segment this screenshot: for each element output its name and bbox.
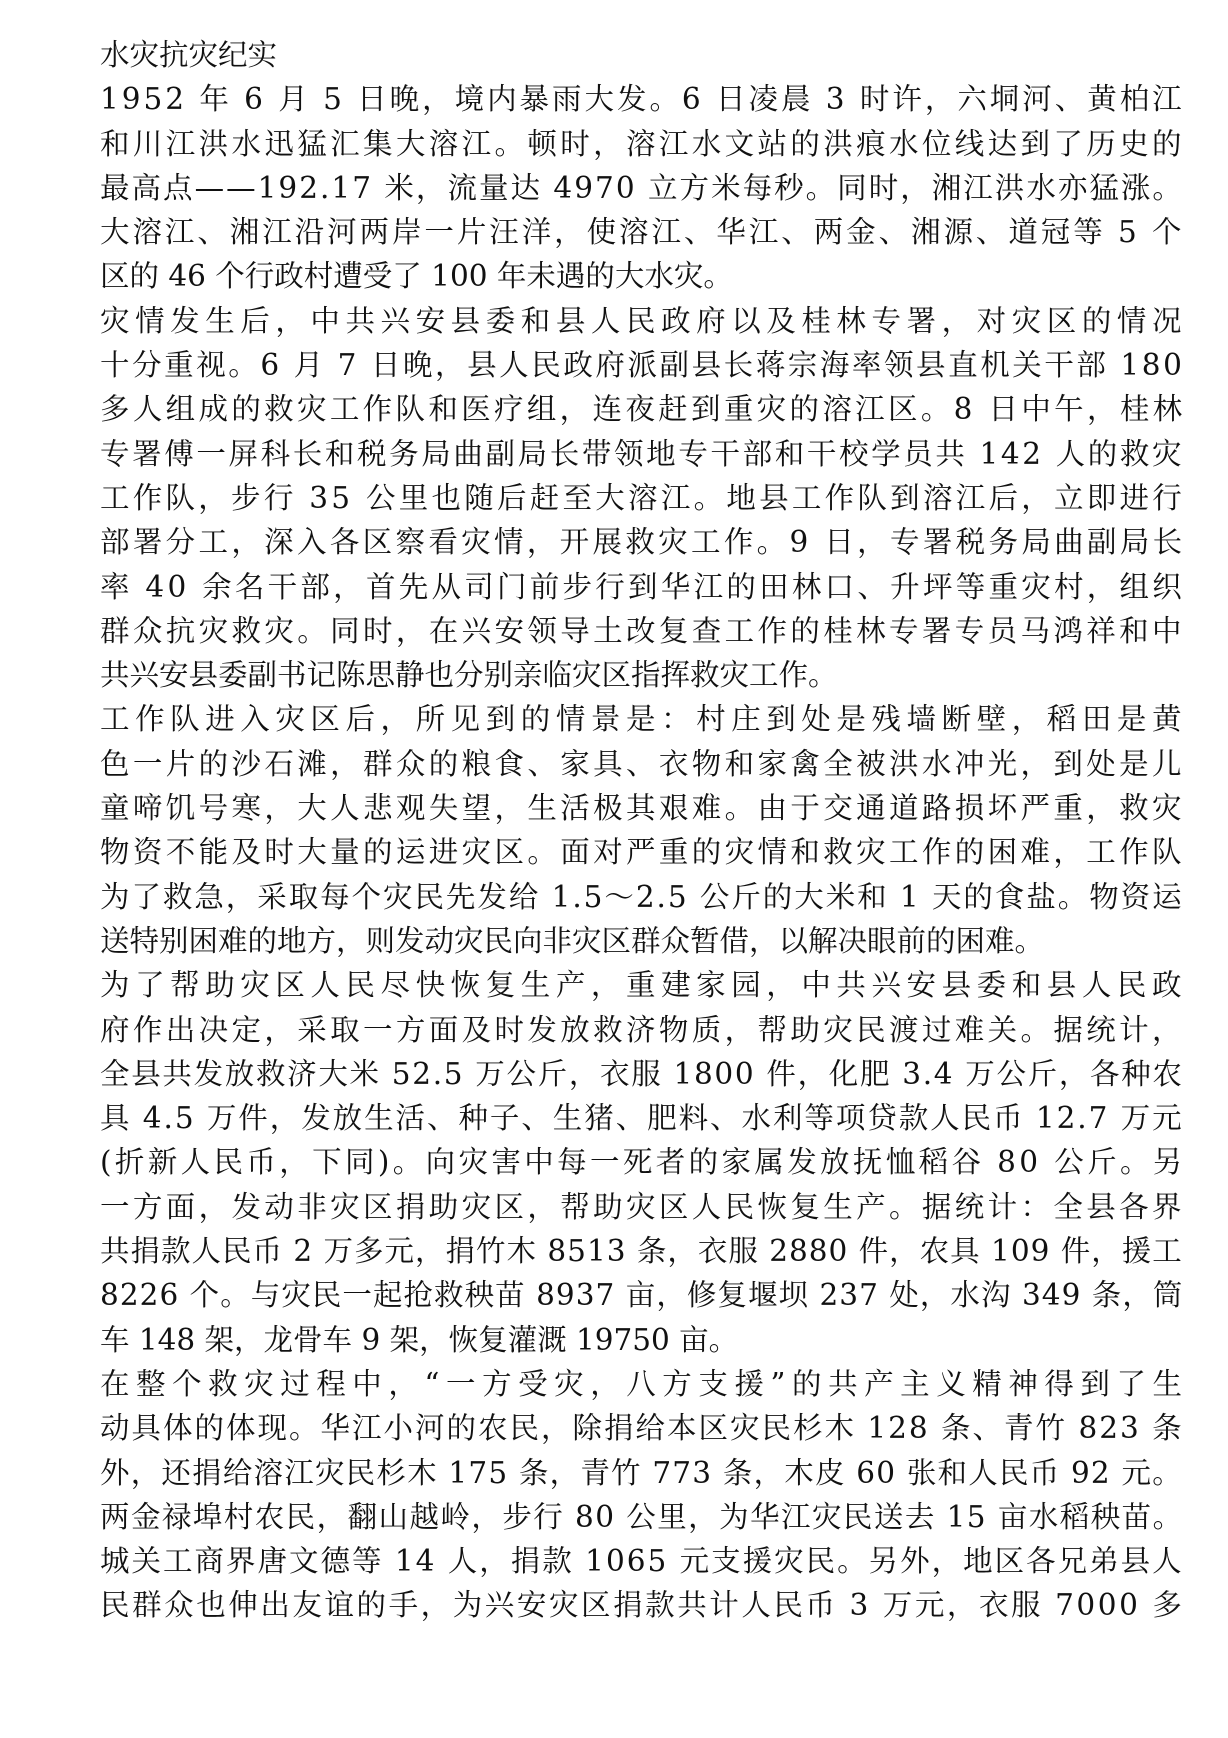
text-line: 全县共发放救济大米 52.5 万公斤，衣服 1800 件，化肥 3.4 万公斤，各种农 xyxy=(100,1056,1184,1091)
text-line: 共捐款人民币 2 万多元，捐竹木 8513 条，衣服 2880 件，农具 109 件，援工 xyxy=(100,1234,1183,1269)
text-line: (折新人民币，下同)。向灾害中每一死者的家属发放抚恤稻谷 80 公斤。另 xyxy=(100,1145,1186,1180)
text-line: 一方面，发动非灾区捐助灾区，帮助灾区人民恢复生产。据统计：全县各界 xyxy=(100,1189,1185,1224)
paragraph xyxy=(100,1362,1185,1628)
text-line: 车 148 架，龙骨车 9 架，恢复灌溉 19750 亩。 xyxy=(100,1322,739,1357)
text-line: 最高点——192.17 米，流量达 4970 立方米每秒。同时，湘江洪水亦猛涨。 xyxy=(100,170,1184,205)
document-title: 水灾抗灾纪实 xyxy=(100,38,278,72)
text-line: 童啼饥号寒，大人悲观失望，生活极其艰难。由于交通道路损坏严重，救灾 xyxy=(100,791,1185,826)
paragraph xyxy=(100,697,1188,963)
text-line: 为了救急，采取每个灾民先发给 1.5～2.5 公斤的大米和 1 天的食盐。物资运 xyxy=(100,879,1184,914)
text-line: 和川江洪水迅猛汇集大溶江。顿时，溶江水文站的洪痕水位线达到了历史的 xyxy=(100,126,1185,161)
document-page xyxy=(100,33,1188,1628)
text-line: 1952 年 6 月 5 日晚，境内暴雨大发。6 日凌晨 3 时许，六垌河、黄柏江 xyxy=(100,82,1185,117)
text-line: 十分重视。6 月 7 日晚，县人民政府派副县长蒋宗海率领县直机关干部 180 xyxy=(100,348,1185,383)
text-line: 8226 个。与灾民一起抢救秧苗 8937 亩，修复堰坝 237 处，水沟 349 条，筒 xyxy=(100,1278,1184,1313)
paragraph xyxy=(100,963,1188,1362)
text-line: 具 4.5 万件，发放生活、种子、生猪、肥料、水利等项贷款人民币 12.7 万元 xyxy=(100,1101,1184,1136)
text-line: 为了帮助灾区人民尽快恢复生产，重建家园，中共兴安县委和县人民政 xyxy=(100,968,1188,1003)
document-body xyxy=(100,77,1188,1627)
text-line: 区的 46 个行政村遭受了 100 年未遇的大水灾。 xyxy=(100,259,733,294)
text-line: 工作队，步行 35 公里也随后赶至大溶江。地县工作队到溶江后，立即进行 xyxy=(100,480,1186,515)
text-line: 城关工商界唐文德等 14 人，捐款 1065 元支援灾民。另外，地区各兄弟县人 xyxy=(100,1544,1184,1579)
text-line: 共兴安县委副书记陈思静也分别亲临灾区指挥救灾工作。 xyxy=(100,658,838,693)
text-line: 群众抗灾救灾。同时，在兴安领导土改复查工作的桂林专署专员马鸿祥和中 xyxy=(100,613,1185,648)
text-line: 府作出决定，采取一方面及时发放救济物质，帮助灾民渡过难关。据统计， xyxy=(100,1012,1185,1047)
paragraph xyxy=(100,299,1188,698)
text-line: 部署分工，深入各区察看灾情，开展救灾工作。9 日，专署税务局曲副局长 xyxy=(100,525,1186,560)
text-line: 两金禄埠村农民，翻山越岭，步行 80 公里，为华江灾民送去 15 亩水稻秧苗。 xyxy=(100,1499,1184,1534)
paragraph xyxy=(100,77,1185,298)
text-line: 民群众也伸出友谊的手，为兴安灾区捐款共计人民币 3 万元，衣服 7000 多 xyxy=(100,1588,1185,1623)
text-line: 灾情发生后，中共兴安县委和县人民政府以及桂林专署，对灾区的情况 xyxy=(100,303,1188,338)
text-line: 色一片的沙石滩，群众的粮食、家具、衣物和家禽全被洪水冲光，到处是儿 xyxy=(100,746,1185,781)
text-line: 大溶江、湘江沿河两岸一片汪洋，使溶江、华江、两金、湘源、道冠等 5 个 xyxy=(100,215,1185,250)
text-line: 送特别困难的地方，则发动灾民向非灾区群众暂借，以解决眼前的困难。 xyxy=(100,923,1045,958)
text-line: 在整个救灾过程中，“一方受灾，八方支援”的共产主义精神得到了生 xyxy=(100,1366,1182,1401)
text-line: 动具体的体现。华江小河的农民，除捐给本区灾民杉木 128 条、青竹 823 条 xyxy=(100,1411,1184,1446)
text-line: 物资不能及时大量的运进灾区。面对严重的灾情和救灾工作的困难，工作队 xyxy=(100,835,1185,870)
text-line: 外，还捐给溶江灾民杉木 175 条，青竹 773 条，木皮 60 张和人民币 92 元。 xyxy=(100,1455,1183,1490)
text-line: 率 40 余名干部，首先从司门前步行到华江的田林口、升坪等重灾村，组织 xyxy=(100,569,1186,604)
text-line: 工作队进入灾区后，所见到的情景是：村庄到处是残墙断壁，稻田是黄 xyxy=(100,702,1188,737)
text-line: 多人组成的救灾工作队和医疗组，连夜赶到重灾的溶江区。8 日中午，桂林 xyxy=(100,392,1186,427)
text-line: 专署傅一屏科长和税务局曲副局长带领地专干部和干校学员共 142 人的救灾 xyxy=(100,436,1185,471)
